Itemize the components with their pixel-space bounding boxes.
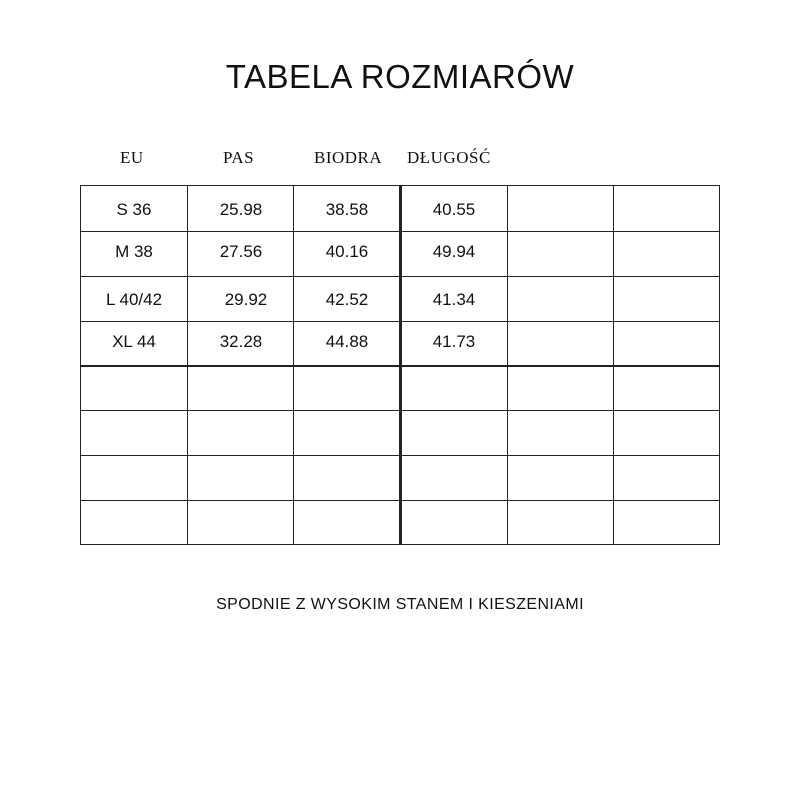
table-cell-pas: 25.98 xyxy=(219,200,263,219)
grid-line xyxy=(81,321,719,322)
table-cell-biodra: 42.52 xyxy=(325,290,369,309)
grid-line xyxy=(81,276,719,277)
grid-line xyxy=(81,410,719,411)
table-cell-size: L 40/42 xyxy=(105,290,163,309)
table-cell-pas: 32.28 xyxy=(219,332,263,351)
table-cell-pas: 29.92 xyxy=(224,290,268,309)
grid-line xyxy=(81,231,719,232)
column-header-pas: PAS xyxy=(223,148,255,167)
table-cell-size: M 38 xyxy=(115,242,153,261)
column-header-dlugosc: DŁUGOŚĆ xyxy=(407,148,491,167)
table-cell-pas: 27.56 xyxy=(219,242,263,261)
page-title: TABELA ROZMIARÓW xyxy=(225,58,575,95)
table-cell-dlugosc: 41.73 xyxy=(432,332,476,351)
grid-line xyxy=(81,455,719,456)
grid-line xyxy=(81,500,719,501)
column-header-eu: EU xyxy=(120,148,144,167)
table-cell-biodra: 44.88 xyxy=(325,332,369,351)
grid-line xyxy=(81,365,719,367)
table-cell-biodra: 38.58 xyxy=(325,200,369,219)
product-description: SPODNIE Z WYSOKIM STANEM I KIESZENIAMI xyxy=(216,596,584,613)
table-cell-size: XL 44 xyxy=(112,332,156,351)
size-table xyxy=(80,185,720,545)
table-cell-dlugosc: 49.94 xyxy=(432,242,476,261)
column-header-biodra: BIODRA xyxy=(314,148,383,167)
table-cell-biodra: 40.16 xyxy=(325,242,369,261)
table-cell-dlugosc: 41.34 xyxy=(432,290,476,309)
table-cell-size: S 36 xyxy=(116,200,152,219)
table-cell-dlugosc: 40.55 xyxy=(432,200,476,219)
